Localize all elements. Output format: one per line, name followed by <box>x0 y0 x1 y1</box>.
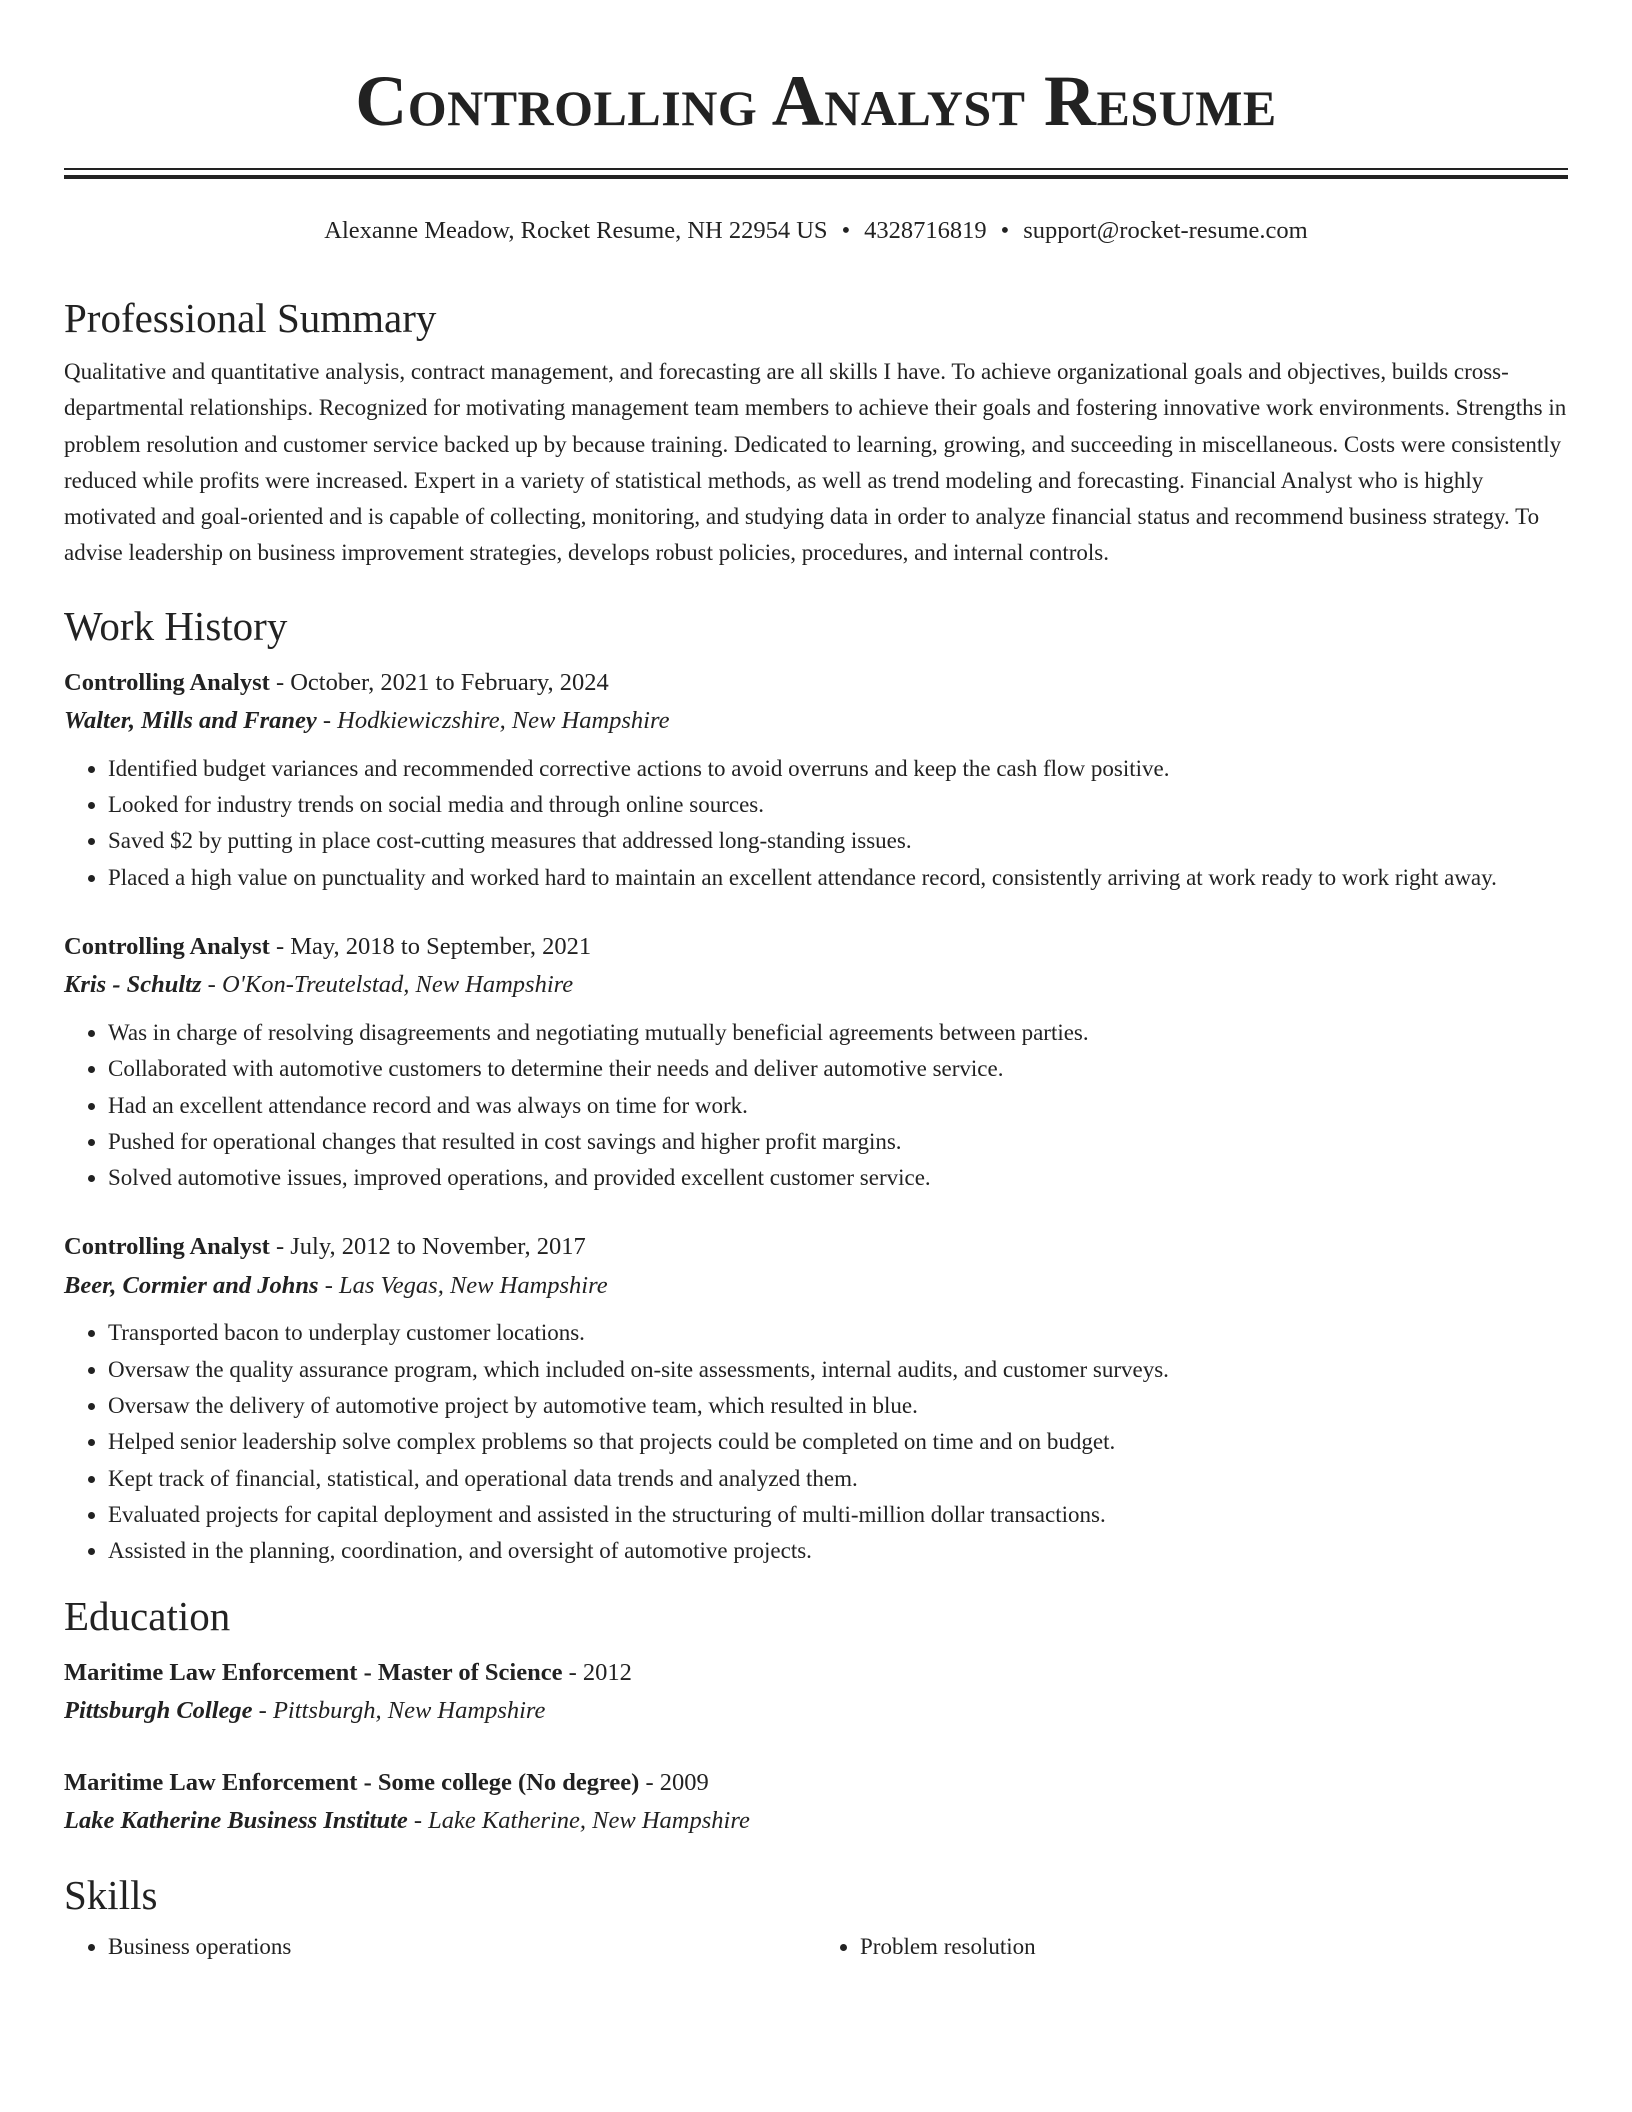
contact-separator: • <box>841 217 851 244</box>
resume-title: Controlling Analyst Resume <box>355 61 1277 141</box>
resume-content <box>64 292 1568 1965</box>
skills-list-left <box>64 1929 816 1965</box>
job-bullet: • Oversaw the quality assurance program, which included on-site assessments, internal audits, and customer surveys. <box>108 1352 1568 1388</box>
section-heading-skills: Skills <box>64 1871 158 1918</box>
education-school-line <box>64 1802 1568 1841</box>
job-title: Controlling Analyst <box>64 668 270 696</box>
job-bullet: • Solved automotive issues, improved operations, and provided excellent customer service. <box>108 1160 1568 1196</box>
job-location: - Hodkiewiczshire, New Hampshire <box>316 707 670 735</box>
skills-columns <box>64 1927 1568 1965</box>
job-bullet: • Kept track of financial, statistical, and operational data trends and analyzed them. <box>108 1461 1568 1497</box>
contact-email: support@rocket-resume.com <box>1023 217 1308 244</box>
education-school-line <box>64 1692 1568 1731</box>
job-bullets <box>64 751 1568 896</box>
job-employer <box>64 702 1568 741</box>
job-employer <box>64 966 1568 1005</box>
education-degree: Maritime Law Enforcement - Master of Science <box>64 1658 563 1686</box>
contact-separator: • <box>1000 217 1010 244</box>
job-header <box>64 1228 1568 1267</box>
job-title: Controlling Analyst <box>64 932 270 960</box>
job-bullets <box>64 1015 1568 1196</box>
section-heading-work-history: Work History <box>64 602 288 649</box>
education-section <box>64 1590 1568 1841</box>
education-location: - Pittsburgh, New Hampshire <box>252 1697 546 1725</box>
job-title: Controlling Analyst <box>64 1233 270 1261</box>
job-bullet: • Oversaw the delivery of automotive project by automotive team, which resulted in blue. <box>108 1388 1568 1424</box>
work-history-section <box>64 600 1568 1570</box>
contact-address: Alexanne Meadow, Rocket Resume, NH 22954 US <box>324 217 828 244</box>
contact-line <box>0 214 1632 248</box>
education-entry <box>64 1654 1568 1731</box>
job-location: - O'Kon-Treutelstad, New Hampshire <box>201 971 574 999</box>
job-header <box>64 928 1568 967</box>
job-bullet: • Was in charge of resolving disagreements and negotiating mutually beneficial agreements between parties. <box>108 1015 1568 1051</box>
job-company: Beer, Cormier and Johns <box>64 1271 319 1299</box>
education-school: Pittsburgh College <box>64 1697 253 1725</box>
job-company: Walter, Mills and Franey <box>64 707 317 735</box>
job-location: - Las Vegas, New Hampshire <box>318 1271 608 1299</box>
job-entry <box>64 928 1568 1196</box>
job-header <box>64 664 1568 703</box>
summary-text: Qualitative and quantitative analysis, contract management, and forecasting are all skills I have. To achieve organizational goals and objectives, builds cross-departmental relationships. Recognized for motivating management team members to achieve their goals and fostering innovative work environments. Strengths in problem resolution and customer service backed up by because training. Dedicated to learning, growing, and succeeding in miscellaneous. Costs were consistently reduced while profits were increased. Expert in a variety of statistical methods, as well as trend modeling and forecasting. Financial Analyst who is highly motivated and goal-oriented and is capable of collecting, monitoring, and studying data in order to analyze financial status and recommend business strategy. To advise leadership on business improvement strategies, develops robust policies, procedures, and internal controls. <box>64 359 1567 566</box>
job-bullet: • Looked for industry trends on social media and through online sources. <box>108 787 1568 823</box>
skills-section <box>64 1869 1568 1965</box>
education-header <box>64 1764 1568 1803</box>
education-year: - 2009 <box>639 1768 709 1796</box>
skill-item: • Problem resolution <box>860 1929 1568 1965</box>
education-year: - 2012 <box>562 1658 632 1686</box>
job-bullet: • Had an excellent attendance record and was always on time for work. <box>108 1088 1568 1124</box>
job-bullet: • Collaborated with automotive customers to determine their needs and deliver automotive service. <box>108 1051 1568 1087</box>
section-heading-summary: Professional Summary <box>64 295 437 341</box>
education-entry <box>64 1764 1568 1841</box>
job-company: Kris - Schultz <box>64 971 202 999</box>
job-bullet: • Saved $2 by putting in place cost-cutting measures that addressed long-standing issues. <box>108 823 1568 859</box>
job-dates: - May, 2018 to September, 2021 <box>269 932 592 960</box>
title-rule-thin <box>64 168 1568 170</box>
job-bullet: • Placed a high value on punctuality and worked hard to maintain an excellent attendance record, consistently arriving at work ready to work right away. <box>108 860 1568 896</box>
job-bullet: • Transported bacon to underplay customer locations. <box>108 1315 1568 1351</box>
job-bullet: • Pushed for operational changes that resulted in cost savings and higher profit margins. <box>108 1124 1568 1160</box>
skill-item: • Business operations <box>108 1929 816 1965</box>
job-dates: - July, 2012 to November, 2017 <box>269 1233 586 1261</box>
education-location: - Lake Katherine, New Hampshire <box>407 1807 750 1835</box>
job-bullet: • Assisted in the planning, coordination, and oversight of automotive projects. <box>108 1533 1568 1569</box>
job-employer <box>64 1267 1568 1306</box>
contact-phone: 4328716819 <box>864 217 987 244</box>
summary-section <box>64 292 1568 572</box>
education-degree: Maritime Law Enforcement - Some college (No degree) <box>64 1768 640 1796</box>
job-bullets <box>64 1315 1568 1569</box>
job-bullet: • Identified budget variances and recommended corrective actions to avoid overruns and keep the cash flow positive. <box>108 751 1568 787</box>
education-header <box>64 1654 1568 1693</box>
title-rule-thick <box>64 175 1568 179</box>
education-school: Lake Katherine Business Institute <box>64 1807 408 1835</box>
job-entry <box>64 1228 1568 1569</box>
section-heading-education: Education <box>64 1592 231 1639</box>
job-bullet: • Helped senior leadership solve complex problems so that projects could be completed on time and on budget. <box>108 1424 1568 1460</box>
job-bullet: • Evaluated projects for capital deployment and assisted in the structuring of multi-million dollar transactions. <box>108 1497 1568 1533</box>
job-entry <box>64 664 1568 896</box>
job-dates: - October, 2021 to February, 2024 <box>269 668 609 696</box>
skills-list-right <box>816 1929 1568 1965</box>
